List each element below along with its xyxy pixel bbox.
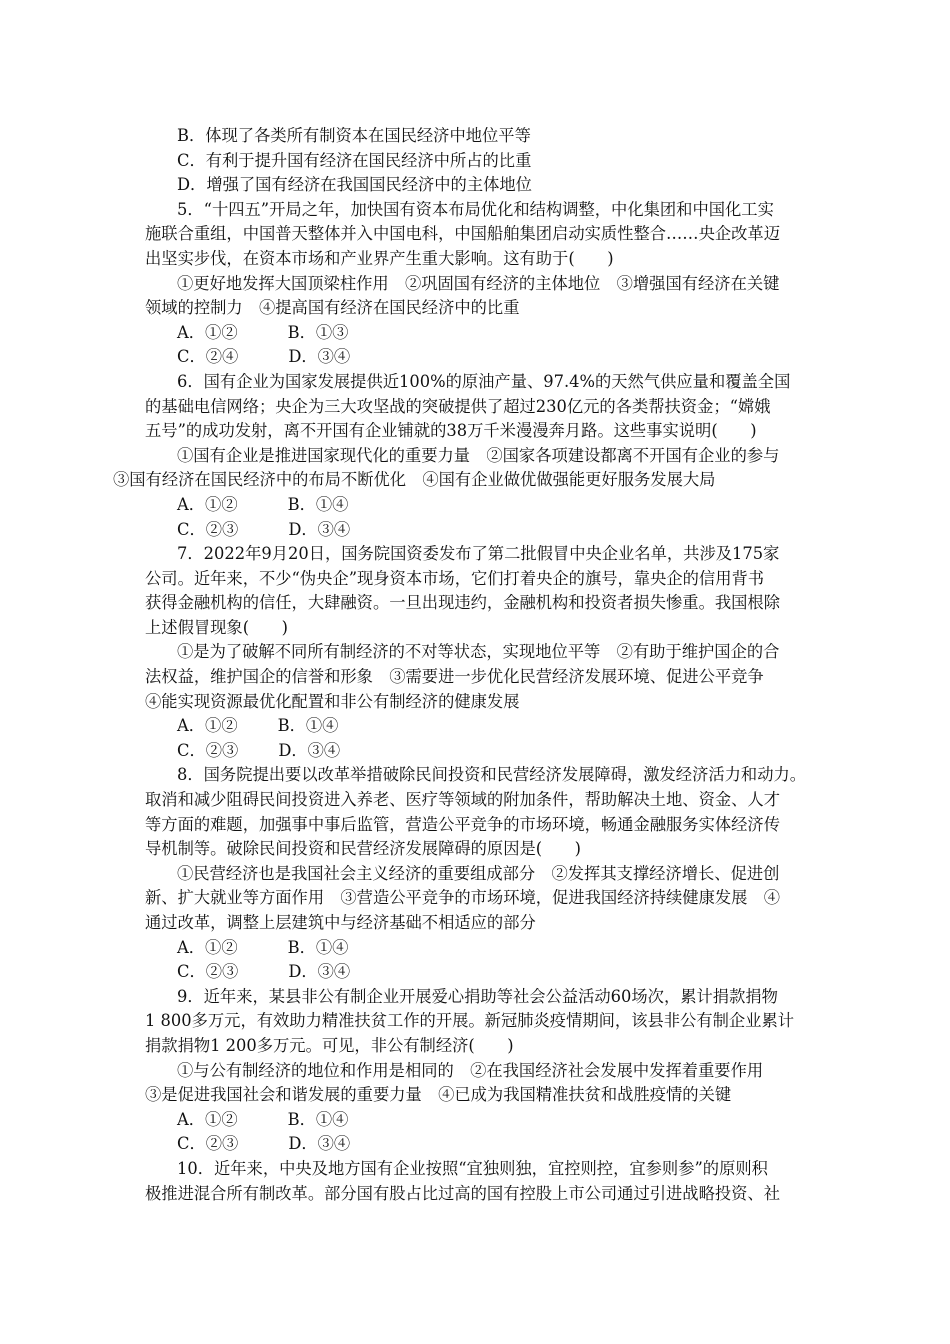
q4-option-b: B．体现了各类所有制资本在国民经济中地位平等: [177, 126, 531, 145]
q7-option-c: C．②③: [177, 740, 239, 760]
q8-option-c: C．②③: [177, 962, 239, 982]
q9-stem-line: 9．近年来，某县非公有制企业开展爱心捐助等社会公益活动60场次，累计捐款捐物: [177, 986, 778, 1006]
q5-option-b: B．①③: [287, 322, 349, 342]
q5-items-line: ①更好地发挥大国顶梁柱作用 ②巩固国有经济的主体地位 ③增强国有经济在关键: [177, 273, 780, 293]
q4-option-c: C．有利于提升国有经济在国民经济中所占的比重: [177, 150, 532, 170]
q5-stem-line: 5．“十四五”开局之年，加快国有资本布局优化和结构调整，中化集团和中国化工实: [177, 199, 774, 219]
q8-stem-line: 8．国务院提出要以改革举措破除民间投资和民营经济发展障碍，激发经济活力和动力。: [177, 765, 807, 785]
q8-options-row-1: [145, 936, 810, 961]
q10-stem: [145, 1157, 810, 1206]
q9-option-c: C．②③: [177, 1134, 239, 1154]
q6-option-a: A．①②: [177, 494, 238, 514]
q7-items-line: 法权益，维护国企的信誉和形象 ③需要进一步优化民营经济发展环境、促进公平竞争: [145, 667, 764, 687]
q9-option-b: B．①④: [287, 1109, 349, 1129]
q5-options-row-1: [145, 321, 810, 346]
q6-stem-line: 6．国有企业为国家发展提供近100%的原油产量、97.4%的天然气供应量和覆盖全国: [177, 371, 791, 391]
q6-items-line: ①国有企业是推进国家现代化的重要力量 ②国家各项建设都离不开国有企业的参与: [177, 445, 780, 465]
q9-stem-line: 捐款捐物1 200多万元。可见，非公有制经济( ): [145, 1035, 514, 1055]
q6-option-b: B．①④: [287, 494, 349, 514]
q6-stem-line: 的基础电信网络；央企为三大攻坚战的突破提供了超过230亿元的各类帮扶资金；“嫦娥: [145, 396, 771, 416]
q7-stem: [145, 542, 810, 640]
q5-option-d: D．③④: [288, 347, 351, 367]
q6-options-row-2: [145, 518, 810, 543]
q8-option-b: B．①④: [287, 937, 349, 957]
q7-option-a: A．①②: [177, 716, 238, 736]
q7-stem-line: 获得金融机构的信任，大肆融资。一旦出现违约，金融机构和投资者损失惨重。我国根除: [145, 593, 780, 613]
q9-items-line: ③是促进我国社会和谐发展的重要力量 ④已成为我国精准扶贫和战胜疫情的关键: [145, 1085, 732, 1105]
question-10: [145, 1157, 810, 1206]
q7-options-row-2: [145, 739, 810, 764]
q9-items-line: ①与公有制经济的地位和作用是相同的 ②在我国经济社会发展中发挥着重要作用: [177, 1060, 764, 1080]
q7-items: [145, 640, 810, 714]
q6-option-c: C．②③: [177, 519, 239, 539]
question-5: [145, 198, 810, 370]
q10-stem-line: 极推进混合所有制改革。部分国有股占比过高的国有控股上市公司通过引进战略投资、社: [145, 1183, 780, 1203]
q5-option-c: C．②④: [177, 347, 239, 367]
q8-option-d: D．③④: [288, 962, 351, 982]
q5-options-row-2: [145, 345, 810, 370]
q5-stem-line: 施联合重组，中国普天整体并入中国电科，中国船舶集团启动实质性整合……央企改革迈: [145, 224, 780, 244]
q8-options-row-2: [145, 960, 810, 985]
question-9: [145, 985, 810, 1157]
q7-options-row-1: [145, 714, 810, 739]
q8-items-line: ①民营经济也是我国社会主义经济的重要组成部分 ②发挥其支撑经济增长、促进创: [177, 863, 780, 883]
question-6: [113, 370, 810, 542]
q9-stem: [145, 985, 810, 1059]
q9-option-a: A．①②: [177, 1109, 238, 1129]
q8-items-line: 新、扩大就业等方面作用 ③营造公平竞争的市场环境，促进我国经济持续健康发展 ④: [145, 888, 780, 908]
q6-option-d: D．③④: [288, 519, 351, 539]
q9-items: [145, 1059, 810, 1108]
q8-items-line: 通过改革，调整上层建筑中与经济基础不相适应的部分: [145, 913, 536, 932]
q4-option-d: D．增强了国有经济在我国国民经济中的主体地位: [177, 175, 532, 195]
q8-stem-line: 等方面的难题，加强事中事后监管，营造公平竞争的市场环境，畅通金融服务实体经济传: [145, 814, 780, 834]
question-8: [145, 763, 810, 984]
q7-option-b: B．①④: [277, 716, 339, 736]
q7-option-d: D．③④: [278, 740, 341, 760]
q9-stem-line: 1 800多万元，有效助力精准扶贫工作的开展。新冠肺炎疫情期间，该县非公有制企业累计: [145, 1011, 795, 1031]
q8-stem-line: 导机制等。破除民间投资和民营经济发展障碍的原因是( ): [145, 839, 582, 859]
q7-items-line: ①是为了破解不同所有制经济的不对等状态，实现地位平等 ②有助于维护国企的合: [177, 642, 780, 662]
q7-stem-line: 7．2022年9月20日，国务院国资委发布了第二批假冒中央企业名单，共涉及175家: [177, 544, 780, 564]
q6-stem-line: 五号”的成功发射，离不开国有企业铺就的38万千米漫漫奔月路。这些事实说明( ): [145, 421, 757, 441]
q5-items-line: 领域的控制力 ④提高国有经济在国民经济中的比重: [145, 298, 520, 318]
q7-stem-line: 上述假冒现象( ): [145, 617, 288, 637]
q10-stem-line: 10．近年来，中央及地方国有企业按照“宜独则独，宜控则控，宜参则参”的原则积: [177, 1158, 768, 1178]
q8-items: [145, 862, 810, 936]
question-7: [145, 542, 810, 763]
question-4-tail: [145, 124, 810, 198]
q8-option-a: A．①②: [177, 937, 238, 957]
q6-options-row-1: [145, 493, 810, 518]
q5-stem: [145, 198, 810, 272]
q9-options-row-1: [145, 1108, 810, 1133]
q5-stem-line: 出坚实步伐，在资本市场和产业界产生重大影响。这有助于( ): [145, 248, 614, 268]
q6-items: [113, 444, 810, 493]
q5-option-a: A．①②: [177, 322, 238, 342]
q9-option-d: D．③④: [288, 1134, 351, 1154]
q9-options-row-2: [145, 1132, 810, 1157]
q8-stem-line: 取消和减少阻碍民间投资进入养老、医疗等领域的附加条件，帮助解决土地、资金、人才: [145, 790, 780, 810]
q7-stem-line: 公司。近年来，不少“伪央企”现身资本市场，它们打着央企的旗号，靠央企的信用背书: [145, 568, 765, 588]
q5-items: [145, 272, 810, 321]
q8-stem: [145, 763, 810, 861]
q6-stem: [145, 370, 810, 444]
q7-items-line: ④能实现资源最优化配置和非公有制经济的健康发展: [145, 691, 520, 711]
q6-items-line: ③国有经济在国民经济中的布局不断优化 ④国有企业做优做强能更好服务发展大局: [113, 470, 716, 490]
